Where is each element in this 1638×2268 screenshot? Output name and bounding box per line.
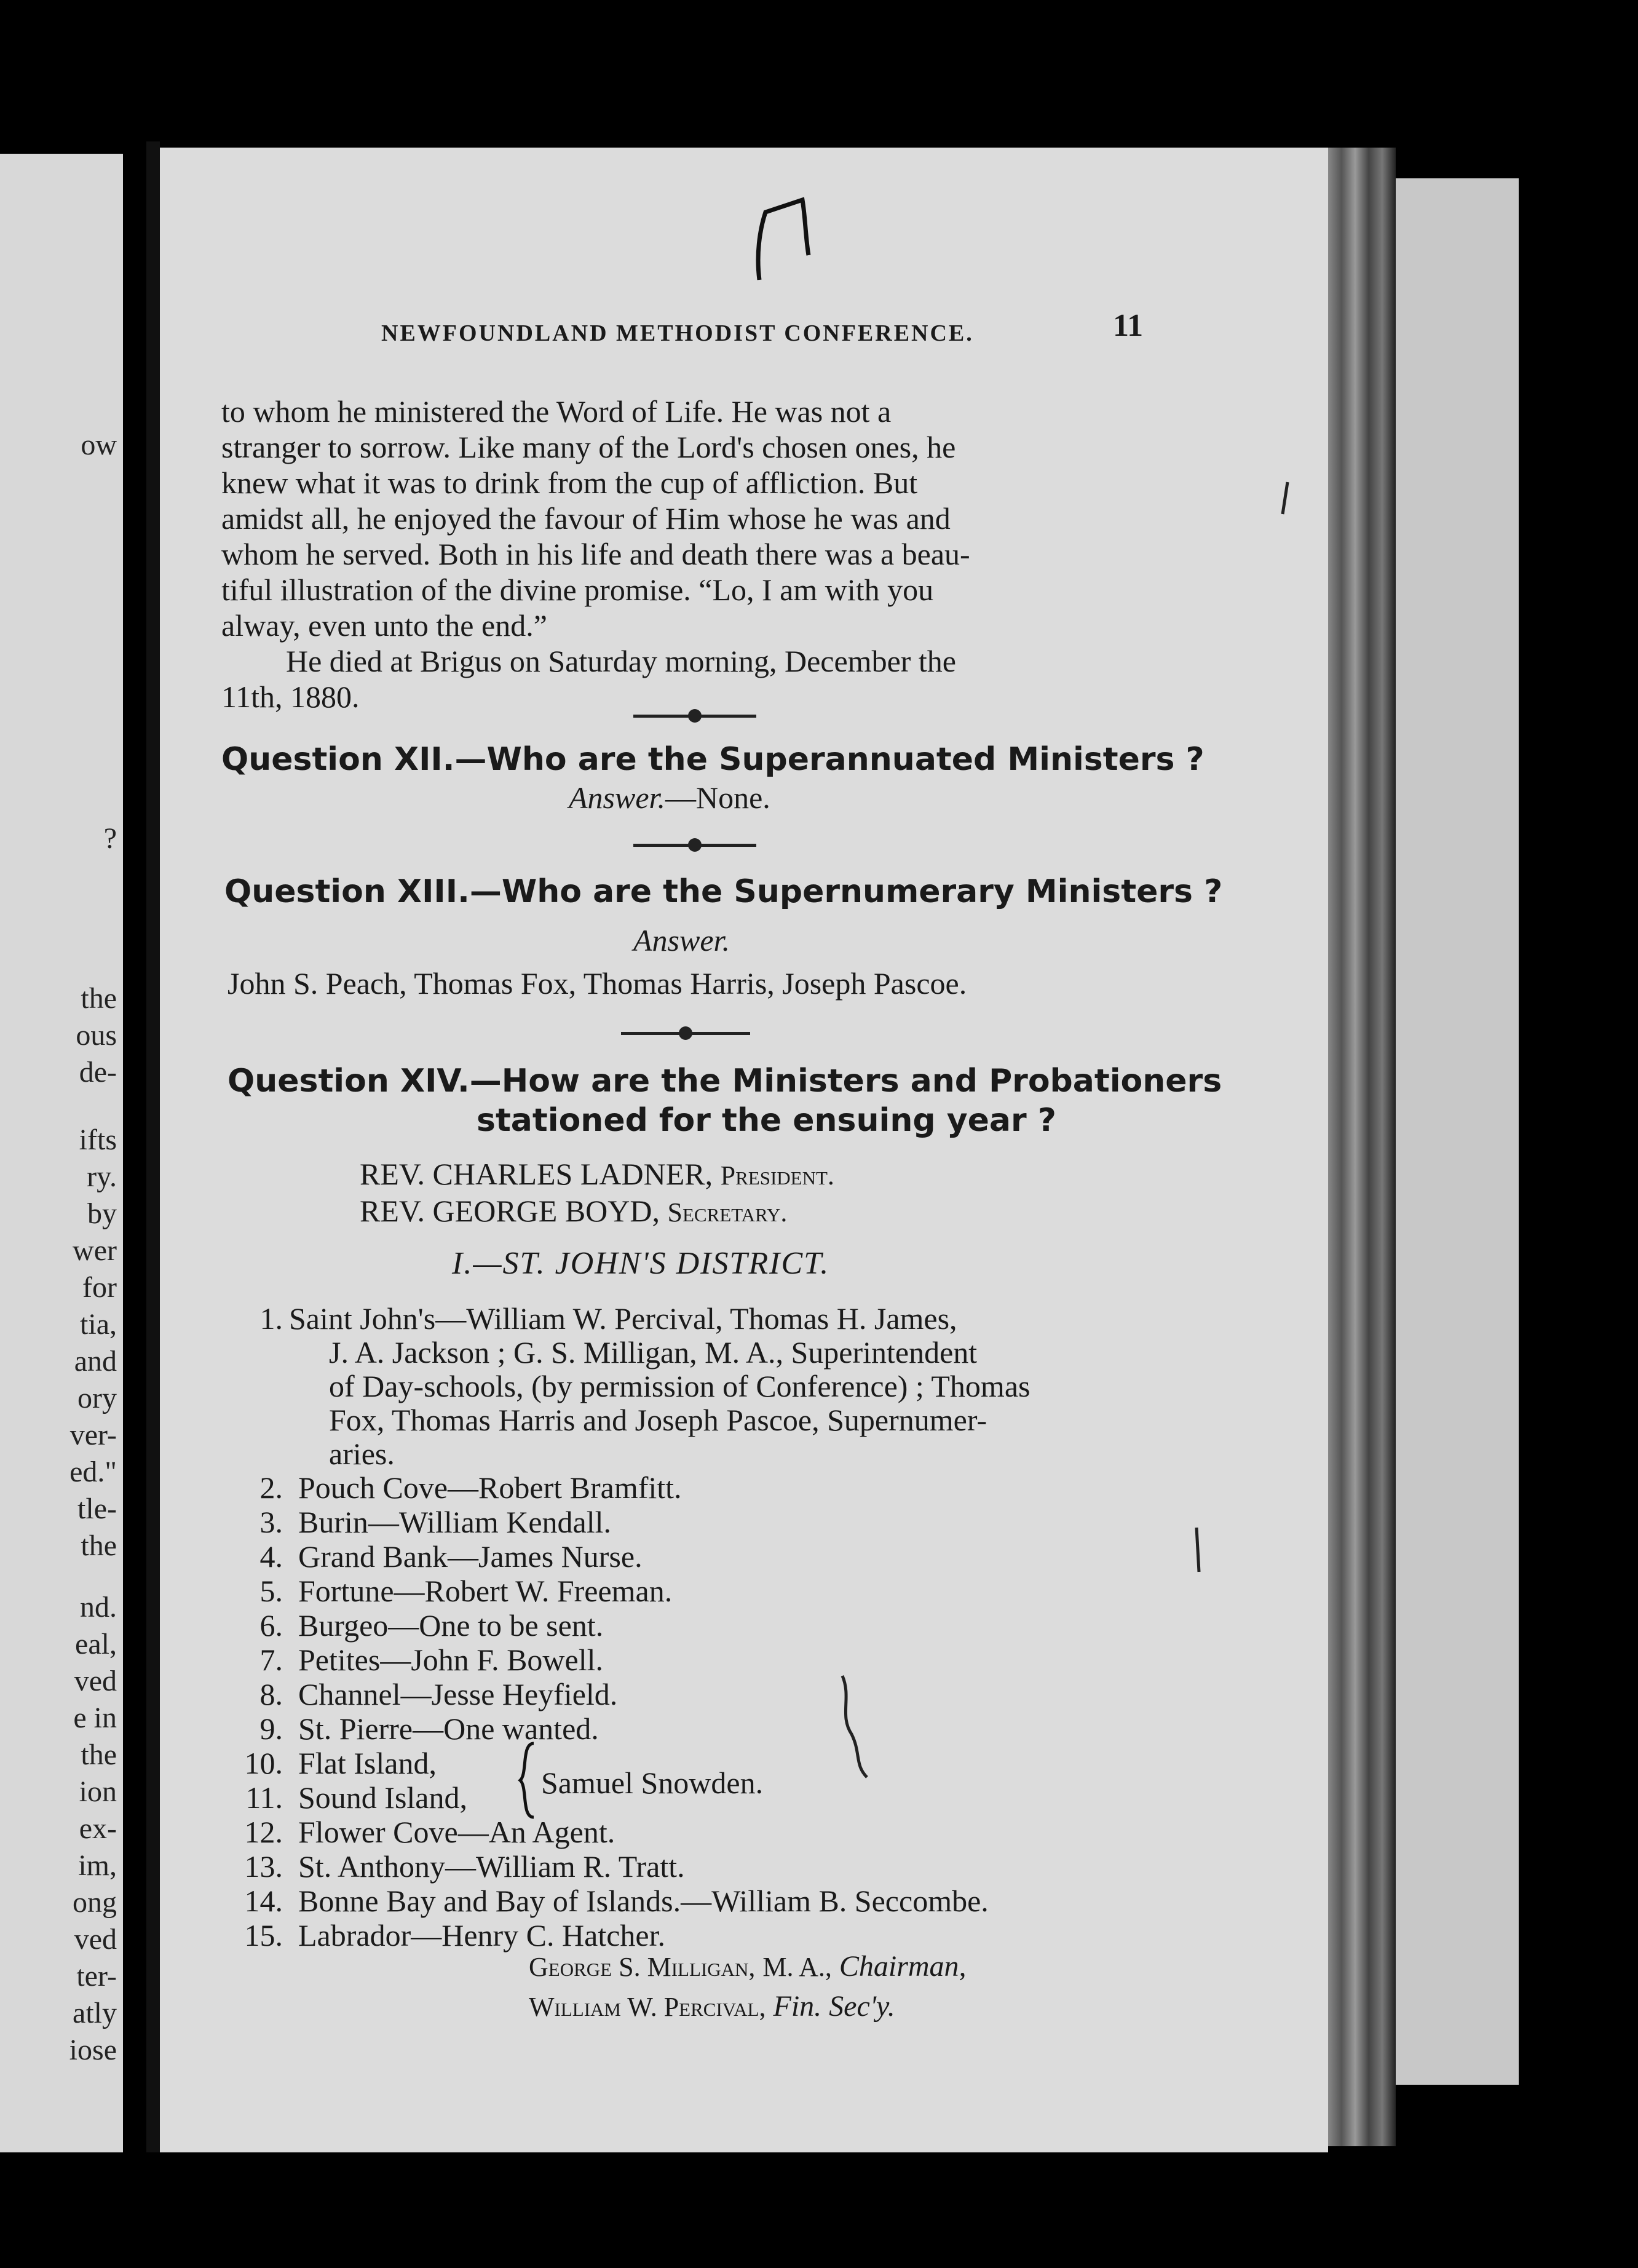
station-number: 5. xyxy=(259,1574,283,1608)
stray-mark xyxy=(1192,1525,1204,1574)
left-page-fragment: the xyxy=(81,1739,117,1771)
answer-xii xyxy=(569,780,770,815)
stray-mark xyxy=(1279,480,1291,517)
obituary-line: 11th, 1880. xyxy=(221,680,360,714)
left-page-fragment: and xyxy=(74,1345,117,1378)
station-1-line: of Day-schools, (by permission of Conference) ; Thomas xyxy=(329,1369,1031,1403)
left-facing-page xyxy=(0,154,123,2152)
running-header: NEWFOUNDLAND METHODIST CONFERENCE. xyxy=(381,320,974,346)
station-entry: Flat Island, xyxy=(298,1746,437,1780)
left-page-fragment: by xyxy=(87,1197,117,1230)
question-xiii: Question XIII.—Who are the Supernumerary Ministers ? xyxy=(224,873,1223,910)
signature-name: William W. Percival, xyxy=(529,1992,766,2022)
left-page-fragment: ong xyxy=(73,1886,117,1919)
brace xyxy=(515,1740,540,1820)
left-page-fragment: atly xyxy=(73,1997,117,2029)
page-gutter xyxy=(146,141,160,2152)
station-entry: Flower Cove—An Agent. xyxy=(298,1815,615,1849)
station-number: 4. xyxy=(259,1539,283,1574)
station-entry: St. Pierre—One wanted. xyxy=(298,1711,599,1746)
left-page-fragment: e in xyxy=(73,1702,117,1734)
station-number: 10. xyxy=(244,1746,283,1780)
handwritten-mark xyxy=(747,194,821,286)
station-number: 6. xyxy=(259,1608,283,1643)
obituary-line: alway, even unto the end.” xyxy=(221,608,547,643)
question-xiv-line1: Question XIV.—How are the Ministers and Probationers xyxy=(228,1063,1222,1100)
book-edge xyxy=(1328,148,1396,2146)
left-page-fragment: nd. xyxy=(80,1591,117,1624)
left-page-fragment: iose xyxy=(69,2034,117,2066)
left-page-fragment: tia, xyxy=(80,1308,117,1341)
station-number: 11. xyxy=(245,1780,283,1815)
left-page-fragment: ow xyxy=(81,429,117,461)
left-page-fragment: the xyxy=(81,982,117,1015)
question-xiv-line2: stationed for the ensuing year ? xyxy=(477,1102,1056,1139)
station-entry: Channel—Jesse Heyfield. xyxy=(298,1677,618,1711)
officer-president xyxy=(360,1156,834,1192)
signature-name: George S. Milligan, xyxy=(529,1952,756,1982)
answer-xiii-text: John S. Peach, Thomas Fox, Thomas Harris, Joseph Pascoe. xyxy=(228,966,967,1001)
page-number: 11 xyxy=(1113,308,1144,343)
station-entry: Pouch Cove—Robert Bramfitt. xyxy=(298,1470,682,1505)
station-entry: Burin—William Kendall. xyxy=(298,1505,612,1539)
station-entry: Labrador—Henry C. Hatcher. xyxy=(298,1918,665,1953)
left-page-fragment: ifts xyxy=(79,1124,117,1156)
station-1-line: J. A. Jackson ; G. S. Milligan, M. A., Superintendent xyxy=(329,1335,978,1370)
left-page-fragment: ion xyxy=(79,1775,117,1808)
left-page-fragment: wer xyxy=(73,1234,117,1267)
obituary-line: stranger to sorrow. Like many of the Lord's chosen ones, he xyxy=(221,430,956,464)
section-divider xyxy=(621,1032,750,1035)
left-page-fragment: eal, xyxy=(75,1628,117,1660)
station-number: 13. xyxy=(244,1849,283,1884)
signature-role: Fin. Sec'y. xyxy=(773,1990,895,2023)
left-page-fragment: ter- xyxy=(76,1960,117,1992)
station-entry: Sound Island, xyxy=(298,1780,467,1815)
district-title: I.—ST. JOHN'S DISTRICT. xyxy=(452,1246,830,1281)
station-number: 12. xyxy=(244,1815,283,1849)
signature-chairman xyxy=(529,1949,967,1983)
left-page-fragment: ry. xyxy=(87,1160,117,1193)
officer-name: REV. GEORGE BOYD, xyxy=(360,1194,660,1228)
station-number: 2. xyxy=(259,1470,283,1505)
signature-fin-sec xyxy=(529,1989,895,2023)
signature-role: Chairman, xyxy=(839,1950,967,1983)
answer-label: Answer. xyxy=(569,780,665,815)
obituary-line: amidst all, he enjoyed the favour of Him whose he was and xyxy=(221,501,951,536)
station-number: 14. xyxy=(244,1884,283,1918)
signature-degree: M. A., xyxy=(762,1952,832,1982)
station-number: 3. xyxy=(259,1505,283,1539)
obituary-line: to whom he ministered the Word of Life. He was not a xyxy=(221,394,892,429)
stray-mark xyxy=(836,1673,873,1783)
left-page-fragment: for xyxy=(82,1271,117,1304)
answer-label: Answer. xyxy=(633,923,730,958)
obituary-line: He died at Brigus on Saturday morning, December the xyxy=(286,644,956,678)
station-number: 8. xyxy=(259,1677,283,1711)
section-divider xyxy=(633,844,756,847)
obituary-line: tiful illustration of the divine promise. “Lo, I am with you xyxy=(221,573,934,607)
station-number: 1. xyxy=(259,1301,283,1336)
left-page-fragment: ver- xyxy=(69,1419,117,1451)
left-page-fragment: im, xyxy=(78,1849,117,1882)
officer-role: President. xyxy=(720,1160,834,1191)
station-1-line: Saint John's—William W. Percival, Thomas H. James, xyxy=(289,1301,957,1336)
officer-name: REV. CHARLES LADNER, xyxy=(360,1157,713,1191)
officer-secretary xyxy=(360,1193,787,1229)
left-page-fragment: ved xyxy=(74,1665,117,1697)
left-page-fragment: ? xyxy=(103,822,117,855)
obituary-line: knew what it was to drink from the cup of affliction. But xyxy=(221,466,918,500)
station-entry: St. Anthony—William R. Tratt. xyxy=(298,1849,685,1884)
left-page-fragment: ory xyxy=(77,1382,117,1414)
station-1-line: aries. xyxy=(329,1437,395,1471)
station-entry: Burgeo—One to be sent. xyxy=(298,1608,604,1643)
section-divider xyxy=(633,715,756,718)
left-page-fragment: ous xyxy=(76,1019,117,1052)
left-page-fragment: ved xyxy=(74,1923,117,1956)
station-number: 9. xyxy=(259,1711,283,1746)
left-page-fragment: de- xyxy=(79,1056,117,1088)
left-page-fragment: ex- xyxy=(79,1812,117,1845)
station-number: 15. xyxy=(244,1918,283,1953)
station-entry: Petites—John F. Bowell. xyxy=(298,1643,604,1677)
station-entry: Bonne Bay and Bay of Islands.—William B. Seccombe. xyxy=(298,1884,989,1918)
station-entry: Fortune—Robert W. Freeman. xyxy=(298,1574,673,1608)
shared-station-minister: Samuel Snowden. xyxy=(541,1766,764,1800)
left-page-fragment: ed." xyxy=(69,1456,117,1488)
station-entry: Grand Bank—James Nurse. xyxy=(298,1539,643,1574)
station-1-line: Fox, Thomas Harris and Joseph Pascoe, Supernumer- xyxy=(329,1403,987,1437)
answer-text: —None. xyxy=(665,780,770,815)
left-page-fragment: tle- xyxy=(77,1493,117,1525)
officer-role: Secretary. xyxy=(667,1197,788,1227)
left-page-fragment: the xyxy=(81,1529,117,1562)
obituary-line: whom he served. Both in his life and death there was a beau- xyxy=(221,537,970,571)
question-xii: Question XII.—Who are the Superannuated Ministers ? xyxy=(221,741,1205,778)
answer-xiii-label xyxy=(633,922,730,958)
book-cover-edge xyxy=(1396,178,1519,2085)
station-number: 7. xyxy=(259,1643,283,1677)
